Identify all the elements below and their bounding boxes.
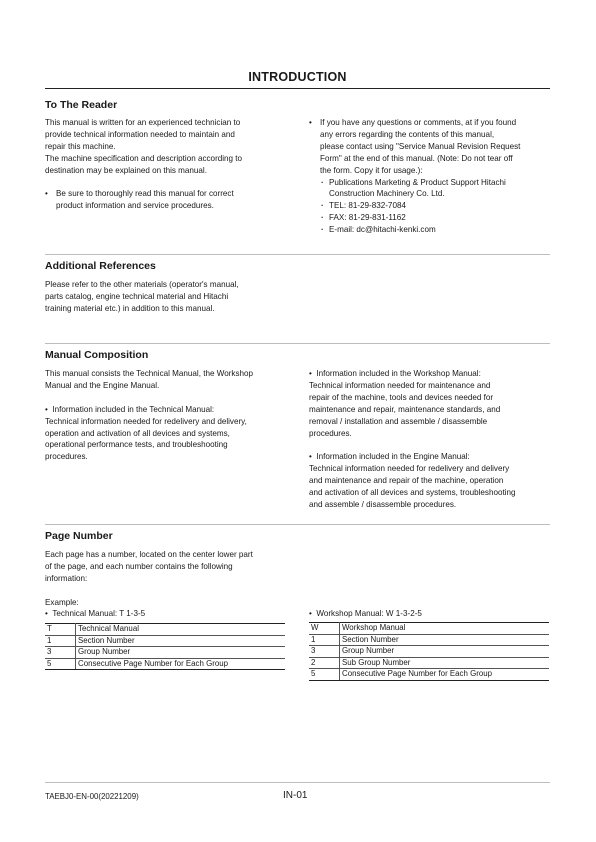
text-line: removal / installation and assemble / disassemble — [309, 416, 488, 426]
caption-text: Workshop Manual: W 1-3-2-5 — [316, 609, 422, 618]
text-line: · E-mail: dc@hitachi-kenki.com — [329, 225, 436, 235]
text-line: and maintenance and repair of the machine, operation — [309, 476, 504, 486]
bullet-title: • Information included in the Engine Manual: — [309, 452, 470, 462]
text-line: · Publications Marketing & Product Support Hitachi — [329, 177, 506, 187]
table-row — [309, 669, 549, 681]
table-row — [309, 623, 549, 635]
footer-rule — [45, 782, 550, 783]
additional-references-text — [45, 279, 295, 315]
contact-item — [320, 200, 554, 212]
section-divider — [45, 343, 550, 344]
table-cell: 5 — [309, 669, 340, 681]
bullet-title: • Information included in the Technical Manual: — [45, 404, 215, 414]
title-rule — [45, 88, 550, 89]
table-cell: 2 — [309, 657, 340, 669]
table-cell: Workshop Manual — [340, 623, 550, 635]
section-heading-page-number: Page Number — [45, 530, 113, 542]
text-line: training material etc.) in addition to this manual. — [45, 303, 215, 313]
section-heading-additional-references: Additional References — [45, 260, 156, 272]
page-title: INTRODUCTION — [248, 70, 347, 84]
table-cell: Group Number — [340, 646, 550, 658]
bullet-title-text: Information included in the Engine Manual: — [316, 452, 470, 462]
text-line: Each page has a number, located on the center lower part — [45, 550, 253, 559]
text-line: and assemble / disassemble procedures. — [309, 499, 457, 509]
text-line: • Be sure to thoroughly read this manual for correct — [56, 189, 234, 199]
text-line: please contact using "Service Manual Revision Request — [320, 141, 521, 151]
section-divider — [45, 254, 550, 255]
table-row — [45, 624, 285, 636]
composition-left-column — [45, 368, 295, 463]
text-line: Please refer to the other materials (operator's manual, — [45, 280, 239, 289]
table-row — [309, 646, 549, 658]
text-line: • If you have any questions or comments, at if you found — [320, 118, 517, 127]
table-cell: Sub Group Number — [340, 657, 550, 669]
text-line: product information and service procedures. — [56, 201, 214, 211]
text-line: This manual consists the Technical Manual, the Workshop — [45, 369, 253, 378]
section-heading-to-the-reader: To The Reader — [45, 99, 118, 111]
table-cell: W — [309, 623, 340, 635]
contact-item — [320, 177, 554, 201]
text-line: repair of the machine, tools and devices needed for — [309, 392, 494, 402]
contact-item — [320, 212, 554, 224]
section-heading-manual-composition: Manual Composition — [45, 349, 149, 361]
bullet-title: • Information included in the Workshop Manual: — [309, 369, 481, 378]
workshop-page-number-table — [309, 622, 549, 681]
bullet-item — [309, 117, 554, 236]
page-number: IN-01 — [283, 790, 308, 801]
table-row — [45, 635, 285, 647]
text-line: Manual and the Engine Manual. — [45, 380, 160, 390]
table-cell: Consecutive Page Number for Each Group — [76, 658, 286, 670]
text-line: and activation of all devices and systems, troubleshooting — [309, 488, 516, 498]
text-line: procedures. — [309, 428, 352, 438]
text-line: Technical information needed for maintenance and — [309, 380, 491, 390]
table-cell: Section Number — [76, 635, 286, 647]
section-divider — [45, 524, 550, 525]
text-line: The machine specification and description according to — [45, 153, 243, 163]
table-cell: 1 — [309, 634, 340, 646]
text-line: Technical information needed for redelivery and delivery, — [45, 416, 247, 426]
table-cell: Technical Manual — [76, 624, 286, 636]
text-line: · FAX: 81-29-831-1162 — [329, 213, 406, 223]
text-line: destination may be explained on this manual. — [45, 165, 207, 175]
text-line: any errors regarding the contents of this manual, — [320, 129, 495, 139]
table-cell: 3 — [45, 647, 76, 659]
table-cell: 5 — [45, 658, 76, 670]
document-code: TAEBJ0-EN-00(20221209) — [45, 792, 139, 801]
text-line: parts catalog, engine technical material and Hitachi — [45, 291, 229, 301]
workshop-example-caption: • Workshop Manual: W 1-3-2-5 — [309, 609, 422, 618]
contact-item — [320, 224, 554, 236]
text-line: This manual is written for an experienced technician to — [45, 118, 241, 127]
table-cell: Group Number — [76, 647, 286, 659]
page-number-intro — [45, 549, 295, 585]
table-row — [309, 634, 549, 646]
bullet-title-text: Information included in the Workshop Manual: — [316, 369, 481, 378]
technical-page-number-table — [45, 623, 285, 670]
table-row — [45, 658, 285, 670]
text-line: repair this machine. — [45, 141, 116, 151]
text-line: the form. Copy it for usage.): — [320, 165, 423, 175]
text-line: of the page, and each number contains the following — [45, 561, 233, 571]
to-reader-right-column — [309, 117, 554, 236]
text-line: operational performance tests, and troubleshooting — [45, 440, 228, 450]
composition-right-column — [309, 368, 554, 511]
table-cell: 3 — [309, 646, 340, 658]
table-cell: Consecutive Page Number for Each Group — [340, 669, 550, 681]
table-row — [45, 647, 285, 659]
text-line: Construction Machinery Co. Ltd. — [329, 189, 445, 199]
text-line: · TEL: 81-29-832-7084 — [329, 201, 406, 211]
technical-example-caption: • Technical Manual: T 1-3-5 — [45, 609, 146, 618]
to-reader-left-column — [45, 117, 295, 212]
text-line: Form" at the end of this manual. (Note: Do not tear off — [320, 153, 513, 163]
text-line: information: — [45, 573, 88, 583]
text-line: Technical information needed for redelivery and delivery — [309, 464, 510, 474]
table-row — [309, 657, 549, 669]
text-line: provide technical information needed to maintain and — [45, 129, 235, 139]
table-cell: Section Number — [340, 634, 550, 646]
table-cell: 1 — [45, 635, 76, 647]
bullet-title-text: Information included in the Technical Manual: — [52, 404, 215, 414]
caption-text: Technical Manual: T 1-3-5 — [52, 609, 146, 618]
table-cell: T — [45, 624, 76, 636]
bullet-item — [45, 188, 295, 212]
text-line: maintenance and repair, maintenance standards, and — [309, 404, 501, 414]
example-label: Example: — [45, 598, 79, 607]
text-line: operation and activation of all devices and systems, — [45, 428, 230, 438]
text-line: procedures. — [45, 452, 88, 462]
